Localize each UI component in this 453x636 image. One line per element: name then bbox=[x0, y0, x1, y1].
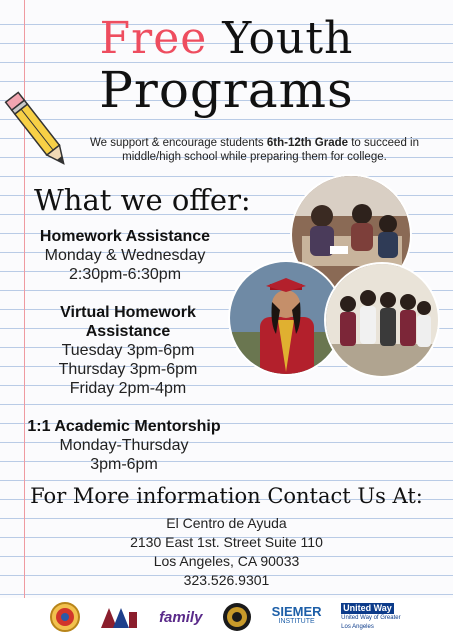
siemer-logo-sub: INSTITUTE bbox=[278, 618, 315, 625]
contact-phone: 323.526.9301 bbox=[183, 572, 270, 588]
program-name: 1:1 Academic Mentorship bbox=[27, 418, 221, 435]
program-schedule-line: 2:30pm-6:30pm bbox=[68, 266, 182, 283]
program-schedule-line: 3pm-6pm bbox=[90, 456, 158, 473]
contact-details bbox=[0, 514, 453, 590]
program-schedule-line: Friday 2pm-4pm bbox=[69, 380, 187, 397]
contact-street: 2130 East 1st. Street Suite 110 bbox=[130, 534, 323, 550]
program-schedule-line: Thursday 3pm-6pm bbox=[58, 361, 198, 378]
united-way-logo-name: United Way bbox=[343, 602, 392, 613]
program-name: Homework Assistance bbox=[39, 228, 211, 245]
photo-group bbox=[326, 264, 438, 376]
city-seal-logo bbox=[222, 602, 252, 632]
program-homework-assistance bbox=[22, 227, 228, 284]
program-name: Assistance bbox=[85, 323, 171, 340]
program-name: Virtual Homework bbox=[60, 304, 196, 321]
intro-grade-range: 6th-12th Grade bbox=[266, 137, 349, 149]
united-way-logo bbox=[341, 602, 403, 632]
program-schedule-line: Monday & Wednesday bbox=[44, 247, 206, 264]
title-line-2: Programs bbox=[99, 61, 354, 119]
intro-text bbox=[62, 136, 447, 164]
siemer-institute-logo bbox=[272, 602, 322, 632]
title-word-free: Free bbox=[99, 13, 208, 64]
intro-text-start: We support & encourage students bbox=[89, 137, 267, 149]
family-logo: family bbox=[159, 608, 203, 626]
program-virtual-homework bbox=[30, 303, 226, 398]
siemer-logo-name: SIEMER bbox=[271, 604, 322, 619]
county-seal-logo bbox=[50, 602, 80, 632]
title-word-youth: Youth bbox=[222, 13, 354, 64]
united-way-logo-sub: United Way of Greater Los Angeles bbox=[341, 614, 401, 630]
intro-text-end: to succeed in middle/high school while preparing them for college. bbox=[122, 137, 419, 163]
contact-city: Los Angeles, CA 90033 bbox=[153, 553, 300, 569]
program-schedule-line: Monday-Thursday bbox=[59, 437, 189, 454]
offer-heading: What we offer: bbox=[34, 183, 251, 217]
program-schedule-line: Tuesday 3pm-6pm bbox=[61, 342, 195, 359]
program-academic-mentorship bbox=[14, 417, 234, 474]
contact-org: El Centro de Ayuda bbox=[166, 515, 287, 531]
community-development-logo bbox=[99, 604, 139, 630]
sponsor-logo-bar bbox=[0, 598, 453, 636]
title-line-1 bbox=[0, 13, 453, 64]
contact-heading: For More information Contact Us At: bbox=[30, 484, 423, 508]
